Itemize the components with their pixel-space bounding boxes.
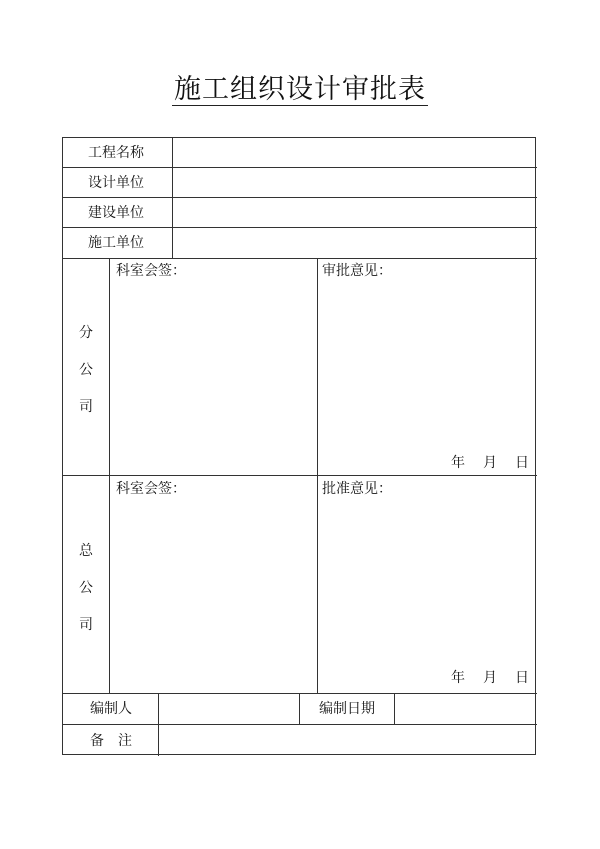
branch-countersign-area[interactable]	[111, 282, 315, 472]
prepared-by-field[interactable]	[160, 695, 297, 722]
form-title	[0, 70, 600, 110]
row-divider	[63, 227, 537, 228]
remarks-field[interactable]	[160, 726, 534, 754]
section-divider	[63, 475, 537, 476]
design-unit-field[interactable]	[174, 170, 534, 196]
project-name-label: 工程名称	[88, 145, 144, 161]
branch-label-char: 司	[79, 399, 93, 415]
project-name-field[interactable]	[174, 140, 534, 166]
branch-label-char: 公	[79, 362, 93, 378]
branch-date-month: 月	[483, 455, 497, 471]
head-opinion-label: 批准意见：	[322, 481, 392, 497]
branch-opinion-area[interactable]	[319, 282, 535, 442]
footer-date-divider-right	[394, 693, 395, 724]
row-divider	[63, 197, 537, 198]
construction-unit-field[interactable]	[174, 230, 534, 256]
prepared-date-field[interactable]	[396, 695, 534, 722]
remarks-label: 备 注	[90, 733, 132, 749]
branch-opinion-label: 审批意见：	[322, 263, 392, 279]
head-countersign-label: 科室会签：	[116, 481, 186, 497]
head-label-char: 总	[79, 543, 93, 559]
approval-form-table	[62, 137, 536, 755]
footer-date-divider-left	[299, 693, 300, 724]
prepared-by-label: 编制人	[90, 701, 132, 717]
design-unit-label: 设计单位	[88, 175, 144, 191]
form-title-text: 施工组织设计审批表	[174, 74, 426, 105]
section-label-divider	[109, 258, 110, 693]
branch-date-year: 年	[451, 455, 465, 471]
prepared-date-label: 编制日期	[319, 701, 375, 717]
branch-date-day: 日	[515, 455, 529, 471]
head-date-month: 月	[483, 670, 497, 686]
owner-unit-field[interactable]	[174, 200, 534, 226]
head-countersign-area[interactable]	[111, 500, 315, 690]
branch-countersign-label: 科室会签：	[116, 263, 186, 279]
label-column-divider	[172, 138, 173, 258]
head-date-year: 年	[451, 670, 465, 686]
row-divider	[63, 724, 537, 725]
head-label-char: 司	[79, 617, 93, 633]
branch-label-char: 分	[79, 325, 93, 341]
construction-unit-label: 施工单位	[88, 235, 144, 251]
row-divider	[63, 258, 537, 259]
section-divider	[63, 693, 537, 694]
head-opinion-area[interactable]	[319, 500, 535, 660]
head-label-char: 公	[79, 580, 93, 596]
footer-label-divider	[158, 693, 159, 756]
opinion-divider	[317, 258, 318, 693]
owner-unit-label: 建设单位	[88, 205, 144, 221]
head-date-day: 日	[515, 670, 529, 686]
row-divider	[63, 167, 537, 168]
